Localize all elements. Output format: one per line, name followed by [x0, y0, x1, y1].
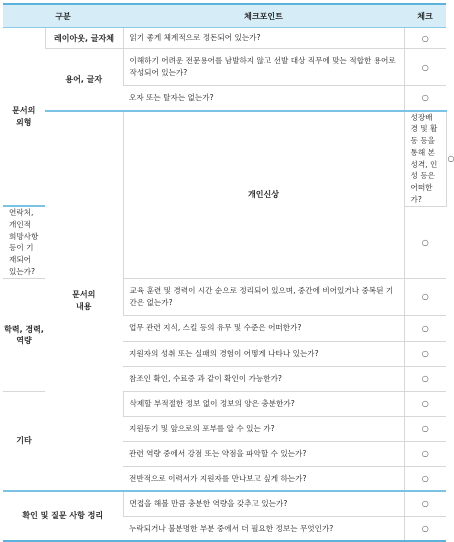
check-mark: ○ — [404, 278, 446, 315]
check-mark: ○ — [404, 206, 446, 278]
resume-checklist-table — [3, 3, 454, 542]
checkpoint-text: 관련 역량 중에서 강점 또는 약점을 파악할 수 있는가? — [123, 441, 404, 466]
checkpoint-text: 연락처, 개인적 희망사항 등이 기재되어 있는가? — [3, 206, 45, 278]
check-mark: ○ — [404, 341, 446, 366]
checkpoint-text: 면접을 해볼 만큼 충분한 역량을 갖추고 있는가? — [123, 491, 404, 516]
checkpoint-text: 성장배경 및 활동 등을 통해 본 성격, 인성 등은 어떠한가? — [404, 111, 446, 207]
check-mark: ○ — [404, 28, 446, 49]
subcategory-other: 기타 — [3, 391, 45, 491]
check-mark: ○ — [404, 49, 446, 86]
table-row: 문서의 내용 개인신상 성장배경 및 활동 등을 통해 본 성격, 인성 등은 어떠한가? ○ — [3, 111, 446, 207]
check-mark: ○ — [404, 516, 446, 541]
subcategory-layout: 레이아웃, 글자체 — [45, 28, 123, 49]
checkpoint-text: 전반적으로 이력서가 지원자를 만나보고 싶게 하는가? — [123, 466, 404, 491]
check-mark: ○ — [404, 86, 446, 111]
checkpoint-text: 업무 관련 지식, 스킬 등의 유무 및 수준은 어떠한가? — [123, 315, 404, 341]
checkpoint-text: 참조인 확인, 수료증 과 같이 확인이 가능한가? — [123, 366, 404, 391]
checkpoint-text: 읽기 좋게 체계적으로 정돈되어 있는가? — [123, 28, 404, 49]
table-row — [3, 49, 446, 86]
check-mark: ○ — [404, 491, 446, 516]
checkpoint-text: 교육 훈련 및 경력이 시간 순으로 정리되어 있으며, 중간에 비어있거나 중복된 기간은 없는가? — [123, 278, 404, 315]
checkpoint-text: 지원자의 성취 또는 실패의 경험이 어떻게 나타나 있는가? — [123, 341, 404, 366]
subcategory-wording: 용어, 글자 — [45, 49, 123, 111]
checklist-container — [3, 3, 454, 542]
check-mark: ○ — [404, 391, 446, 416]
check-mark: ○ — [404, 416, 446, 441]
checkpoint-text: 이해하기 어려운 전문용어를 남발하지 않고 선발 대상 직무에 맞는 적합한 용어로 작성되어 있는가? — [123, 49, 404, 86]
checkpoint-text: 오자 또는 탈자는 없는가? — [123, 86, 404, 111]
checkpoint-text: 지원동기 및 앞으로의 포부를 알 수 있는 가? — [123, 416, 404, 441]
subcategory-education-career: 학력, 경력, 역량 — [3, 278, 45, 391]
checkpoint-text: 삭제할 부적절한 정보 없이 정보의 양은 충분한가? — [123, 391, 404, 416]
table-row — [3, 491, 446, 516]
category-content: 문서의 내용 — [45, 111, 123, 492]
header-check: 체크 — [404, 4, 446, 28]
check-mark: ○ — [404, 441, 446, 466]
category-appearance: 문서의 외형 — [3, 28, 45, 207]
table-header-row — [3, 4, 446, 28]
check-mark: ○ — [404, 315, 446, 341]
check-mark: ○ — [404, 366, 446, 391]
header-checkpoint: 체크포인트 — [123, 4, 404, 28]
checkpoint-text: 누락되거나 불분명한 부분 중에서 더 필요한 정보는 무엇인가? — [123, 516, 404, 541]
category-confirm-questions: 확인 및 질문 사항 정리 — [3, 491, 123, 541]
header-category: 구분 — [3, 4, 123, 28]
check-mark: ○ — [404, 466, 446, 491]
subcategory-personal: 개인신상 — [123, 111, 404, 279]
table-row — [3, 28, 446, 49]
